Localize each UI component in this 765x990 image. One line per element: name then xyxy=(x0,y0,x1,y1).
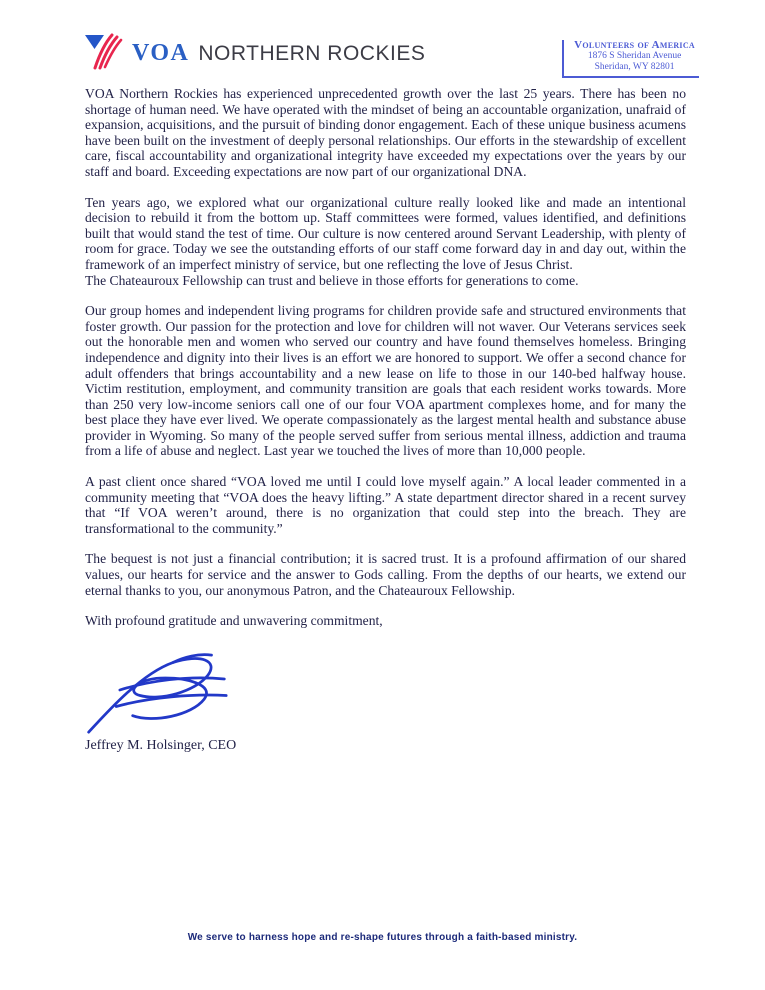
paragraph-testimonials: A past client once shared “VOA loved me until I could love myself again.” A local leader commented in a community meeting that “VOA does the heavy lifting.” A state department director shared in a recent survey that “If VOA weren’t around, there is no organization that could step into the breach. They are transformational to the community.” xyxy=(85,474,686,536)
signer-name: Jeffrey M. Holsinger, CEO xyxy=(85,737,237,753)
signature xyxy=(85,644,686,736)
closing-line: With profound gratitude and unwavering commitment, xyxy=(85,613,383,629)
address-street: 1876 S Sheridan Avenue xyxy=(587,51,682,61)
paragraph-fellowship-trust: The Chateauroux Fellowship can trust and believe in those efforts for generations to come. xyxy=(85,272,579,288)
footer-tagline: We serve to harness hope and re-shape futures through a faith-based ministry. xyxy=(187,932,578,943)
logo-org-text: NORTHERN ROCKIES xyxy=(198,41,426,65)
voa-logo xyxy=(84,32,425,75)
paragraph-bequest: The bequest is not just a financial contribution; it is sacred trust. It is a profound affirmation of our shared values, our hearts for service and the answer to Gods calling. From the depths of our hearts, we extend our eternal thanks to you, our anonymous Patron, and the Chateauroux Fellowship. xyxy=(85,551,686,598)
logo-voa-text: VOA xyxy=(132,40,190,66)
paragraph-growth: VOA Northern Rockies has experienced unprecedented growth over the last 25 years. There has been no shortage of human need. We have operated with the mindset of being an accountable organization, unafraid of expansion, acquisitions, and the pursuit of binding donor engagement. Each of these unique business acumens have been built on the investment of deeply personal relationships. Our efforts in the stewardship of excellent care, fiscal accountability and organizational integrity have exceeded my expectations over the years by our staff and board. Exceeding expectations are now part of our organizational DNA. xyxy=(85,86,686,179)
paragraph-culture: Ten years ago, we explored what our organizational culture really looked like and made an intentional decision to rebuild it from the bottom up. Staff committees were formed, values identified, and definitions built that would stand the test of time. Our culture is now centered around Servant Leadership, with plenty of room for grace. Today we see the outstanding efforts of our staff come forward day in and day out, within the framework of an imperfect ministry of service, but one reflecting the love of Jesus Christ. xyxy=(85,194,686,272)
address-city: Sheridan, WY 82801 xyxy=(594,61,675,72)
voa-logo-icon xyxy=(84,32,126,75)
paragraph-programs: Our group homes and independent living programs for children provide safe and structured environments that foster growth. Our passion for the protection and love for children will not waver. Our Veterans services seek out the honorable men and women who served our country and have found themselves homeless. Bringing independence and dignity into their lives is an effort we are honored to support. We offer a second chance for adult offenders that brings accountability and a new lease on life to those in our 140-bed halfway house. Victim restitution, employment, and community transition are goals that each resident works towards. More than 250 very low-income seniors call one of our four VOA apartment complexes home, and for many the best place they have ever lived. We operate compassionately as the largest mental health and substance abuse provider in Wyoming. So many of the people served suffer from serious mental illness, addiction and trauma from a life of abuse and neglect. Last year we touched the lives of more than 10,000 people. xyxy=(85,303,686,459)
signature-scrawl xyxy=(85,644,250,736)
address-org-name: Volunteers of America xyxy=(574,39,695,51)
sender-address-block xyxy=(562,40,699,78)
letter-body xyxy=(85,86,686,753)
